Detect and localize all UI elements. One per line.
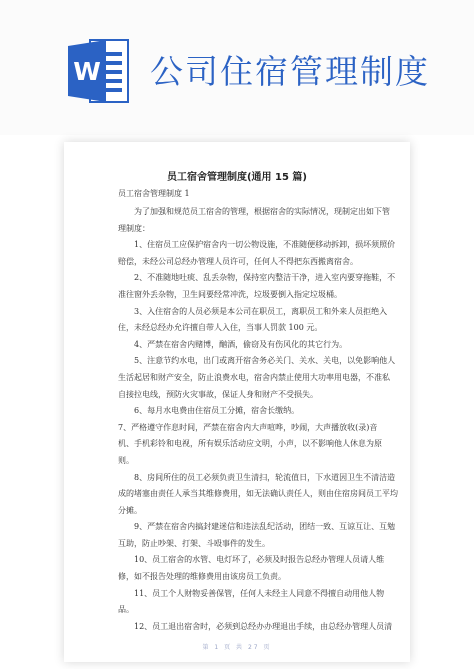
body-line: 5、注意节约水电，出门或离开宿舍务必关门、关水、关电，以免影响他人 (134, 356, 396, 366)
body-line: 自接拉电线，预防火灾事故，保证人身和财产不受损失。 (118, 389, 318, 399)
body-line: 则。 (118, 455, 134, 465)
page-counter: 第 1 页 共 27 页 (202, 644, 272, 651)
logo-letter: W (73, 57, 101, 86)
body-line: 2、不准随地吐痰、乱丢杂物，保持室内整洁干净，进入室内要穿拖鞋，不 (134, 273, 396, 283)
page-title: 公司住宿管理制度 (150, 52, 430, 91)
body-line: 机、手机彩铃和电视，所有娱乐活动应文明，小声，以不影响他人休息为原 (118, 439, 382, 449)
header-banner (0, 0, 474, 135)
body-line: 3、入住宿舍的人员必须是本公司在职员工，离职员工和外来人员拒绝入 (134, 306, 388, 316)
document-title: 员工宿舍管理制度(通用 15 篇) (166, 172, 308, 183)
body-line: 8、房间所住的员工必须负责卫生清扫，轮流值日，下水道因卫生不清洁造 (134, 472, 396, 482)
body-line: 品。 (118, 605, 134, 615)
section-heading: 员工宿舍管理制度 1 (118, 189, 190, 198)
body-line: 9、严禁在宿舍内搞封建迷信和违法乱纪活动，团结一致、互谅互让、互勉 (134, 522, 396, 532)
body-line: 分摊。 (118, 505, 142, 515)
body-line: 成的堵塞由责任人承当其维修费用，如无法确认责任人，则由住宿房间员工平均 (118, 489, 398, 499)
body-line: 11、员工个人财物妥善保管，任何人未经主人同意不得擅自动用他人物 (134, 588, 385, 598)
body-line: 赔偿，未经公司总经办管理人员许可，任何人不得把东西搬离宿舍。 (118, 256, 358, 266)
body-line: 4、严禁在宿舍内赌博，酗酒，偷窃及有伤风化的其它行为。 (134, 339, 348, 349)
word-document-icon (68, 36, 132, 106)
document-page (64, 142, 410, 662)
body-line: 准往窗外丢杂物，卫生间要经常冲洗，垃圾要倒入指定垃圾桶。 (118, 289, 342, 299)
body-line: 10、员工宿舍的水管、电灯坏了，必须及时报告总经办管理人员请人维 (134, 555, 385, 565)
body-line: 互助，防止吵架、打架、斗殴事件的发生。 (118, 538, 270, 548)
body-line: 6、每月水电费由住宿员工分摊，宿舍长缴纳。 (134, 406, 300, 416)
body-line: 住，未经总经办允许擅自带人入住，当事人罚款 100 元。 (118, 323, 323, 333)
body-line: 12、员工退出宿舍时，必须到总经办办理退出手续，由总经办管理人员清 (134, 621, 393, 631)
body-line: 为了加强和规范员工宿舍的管理，根据宿舍的实际情况，现制定出如下管 (134, 207, 390, 216)
body-line: 修，如不报告处理的维修费用由该房员工负责。 (118, 572, 286, 582)
body-line: 生活起居和财产安全，防止浪费水电，宿舍内禁止使用大功率用电器，不准私 (118, 372, 390, 382)
body-line: 理制度： (118, 223, 150, 233)
body-line: 7、严格遵守作息时间，严禁在宿舍内大声喧哗，吵闹，大声播放收(录)音 (118, 422, 378, 432)
document-body (118, 204, 398, 635)
body-line: 1、住宿员工应保护宿舍内一切公物设施，不准随便移动拆卸，损坏须照价 (134, 240, 396, 250)
